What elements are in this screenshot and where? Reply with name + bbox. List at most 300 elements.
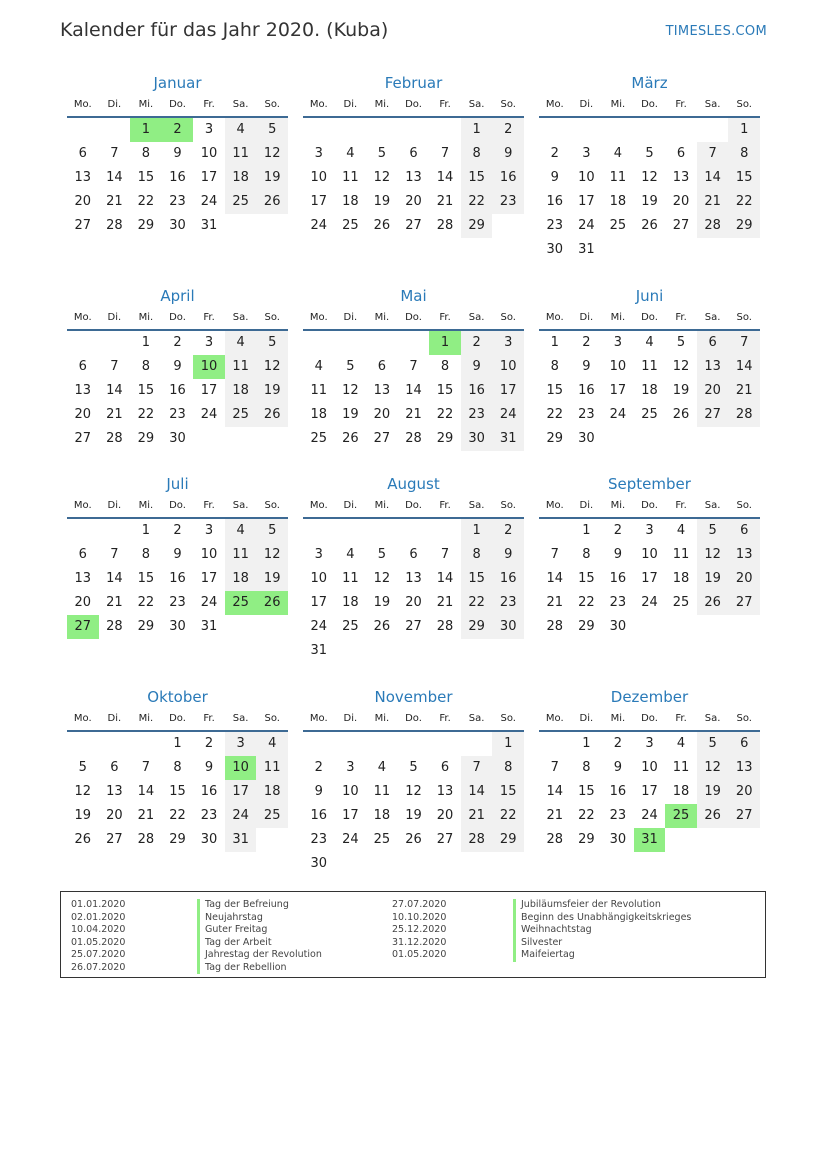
day-cell: 31 <box>492 427 524 451</box>
day-cell: 8 <box>440 359 450 374</box>
empty-day-cell <box>429 118 461 142</box>
day-cell: 22 <box>578 595 595 610</box>
day-cell: 22 <box>492 804 524 828</box>
day-cell: 8 <box>141 359 151 374</box>
weekday-label: Fr. <box>439 500 451 511</box>
day-cell: 28 <box>461 828 493 852</box>
day-cell: 20 <box>728 567 760 591</box>
day-cell: 3 <box>314 146 323 161</box>
day-cell: 10 <box>641 760 658 775</box>
day-cell: 7 <box>550 547 559 562</box>
day-cell: 28 <box>436 218 454 233</box>
day-cell: 2 <box>173 523 182 538</box>
day-cell: 15 <box>137 571 155 586</box>
day-cell: 26 <box>342 431 359 446</box>
day-cell: 29 <box>546 431 564 446</box>
day-grid <box>303 732 524 876</box>
day-cell: 18 <box>609 194 627 209</box>
day-cell: 7 <box>461 756 493 780</box>
weekday-header <box>539 94 760 118</box>
legend-holiday-name: Tag der Arbeit <box>197 937 322 950</box>
empty-day-cell <box>67 118 99 142</box>
empty-day-cell <box>398 118 430 142</box>
weekday-label: So. <box>264 99 280 110</box>
day-cell: 9 <box>173 146 182 161</box>
day-cell: 6 <box>728 732 760 756</box>
empty-day-cell <box>303 118 335 142</box>
month-block <box>67 686 288 852</box>
day-cell: 3 <box>225 732 257 756</box>
day-cell: 12 <box>697 756 729 780</box>
legend-holiday-name: Jubiläumsfeier der Revolution <box>513 899 691 912</box>
empty-day-cell <box>99 118 131 142</box>
day-cell: 8 <box>461 543 493 567</box>
month-name: Februar <box>384 74 443 92</box>
day-cell: 4 <box>645 335 654 350</box>
day-cell: 18 <box>342 595 359 610</box>
day-cell: 23 <box>492 190 524 214</box>
day-cell: 19 <box>641 194 658 209</box>
weekday-label: Do. <box>169 500 186 511</box>
weekday-label: Do. <box>641 500 658 511</box>
day-cell: 1 <box>728 118 760 142</box>
weekday-label: Do. <box>405 713 422 724</box>
day-cell: 12 <box>405 784 422 799</box>
empty-day-cell <box>335 732 367 756</box>
day-cell: 2 <box>550 146 559 161</box>
day-cell: 7 <box>110 547 119 562</box>
day-cell: 18 <box>225 166 257 190</box>
day-cell: 15 <box>728 166 760 190</box>
day-cell: 17 <box>310 194 328 209</box>
day-cell: 4 <box>225 519 257 543</box>
legend-date: 27.07.2020 <box>392 899 447 910</box>
day-cell: 21 <box>436 595 454 610</box>
day-cell: 20 <box>697 379 729 403</box>
day-cell: 1 <box>173 736 182 751</box>
day-cell: 1 <box>141 335 151 350</box>
day-cell: 17 <box>310 595 328 610</box>
day-cell: 22 <box>137 407 155 422</box>
holiday-day-cell: 10 <box>225 756 257 780</box>
day-cell: 3 <box>582 146 591 161</box>
legend-holiday-name: Neujahrstag <box>197 912 322 925</box>
weekday-label: So. <box>500 312 516 323</box>
day-cell: 23 <box>461 403 493 427</box>
weekday-label: Di. <box>343 99 358 110</box>
day-cell: 30 <box>169 431 186 446</box>
day-cell: 28 <box>728 403 760 427</box>
day-cell: 28 <box>436 619 454 634</box>
day-cell: 5 <box>409 760 418 775</box>
weekday-label: Di. <box>579 312 594 323</box>
weekday-label: Sa. <box>704 500 721 511</box>
day-cell: 13 <box>74 571 92 586</box>
day-cell: 24 <box>578 218 595 233</box>
day-cell: 11 <box>342 170 359 185</box>
day-cell: 10 <box>310 571 328 586</box>
day-cell: 7 <box>440 547 450 562</box>
empty-day-cell <box>398 331 430 355</box>
day-cell: 9 <box>613 547 623 562</box>
month-name: Oktober <box>147 688 208 706</box>
weekday-header <box>303 307 524 331</box>
day-cell: 29 <box>492 828 524 852</box>
day-cell: 6 <box>440 760 450 775</box>
day-cell: 9 <box>314 784 323 799</box>
empty-day-cell <box>429 732 461 756</box>
weekday-label: Mo. <box>309 99 328 110</box>
day-cell: 21 <box>546 808 564 823</box>
empty-day-cell <box>602 118 634 142</box>
legend-date: 25.12.2020 <box>392 924 447 935</box>
day-cell: 29 <box>461 615 493 639</box>
day-grid <box>67 118 288 238</box>
day-cell: 16 <box>169 383 186 398</box>
brand-logo[interactable]: TIMESLES.COM <box>665 24 767 39</box>
day-cell: 8 <box>550 359 559 374</box>
empty-day-cell <box>697 118 729 142</box>
day-cell: 22 <box>461 190 493 214</box>
holiday-legend <box>60 891 766 978</box>
weekday-label: Di. <box>107 312 122 323</box>
day-cell: 26 <box>74 832 92 847</box>
day-cell: 15 <box>436 383 454 398</box>
day-cell: 3 <box>613 335 623 350</box>
day-cell: 23 <box>609 595 627 610</box>
legend-holiday-name: Maifeiertag <box>513 949 691 962</box>
day-cell: 16 <box>578 383 595 398</box>
day-cell: 30 <box>546 242 564 257</box>
month-name: März <box>631 74 668 92</box>
day-cell: 1 <box>582 736 591 751</box>
weekday-label: So. <box>736 312 752 323</box>
day-cell: 12 <box>256 355 288 379</box>
day-cell: 12 <box>697 543 729 567</box>
weekday-label: Sa. <box>232 312 249 323</box>
weekday-label: Sa. <box>704 99 721 110</box>
day-cell: 21 <box>436 194 454 209</box>
day-cell: 13 <box>697 355 729 379</box>
day-cell: 21 <box>106 595 123 610</box>
day-cell: 14 <box>106 571 123 586</box>
day-cell: 6 <box>110 760 119 775</box>
holiday-day-cell: 1 <box>429 331 461 355</box>
day-cell: 19 <box>373 595 391 610</box>
day-cell: 28 <box>137 832 155 847</box>
page-title: Kalender für das Jahr 2020. (Kuba) <box>60 19 389 41</box>
empty-day-cell <box>335 519 367 543</box>
weekday-label: Sa. <box>232 713 249 724</box>
weekday-label: So. <box>736 99 752 110</box>
day-cell: 8 <box>728 142 760 166</box>
weekday-label: So. <box>500 99 516 110</box>
day-cell: 21 <box>728 379 760 403</box>
day-cell: 21 <box>461 804 493 828</box>
day-cell: 16 <box>461 379 493 403</box>
day-cell: 30 <box>169 218 186 233</box>
day-cell: 27 <box>697 403 729 427</box>
day-cell: 7 <box>728 331 760 355</box>
day-cell: 3 <box>492 331 524 355</box>
month-block <box>303 72 524 238</box>
weekday-header <box>303 94 524 118</box>
day-cell: 26 <box>697 591 729 615</box>
day-cell: 19 <box>405 808 422 823</box>
day-cell: 7 <box>110 146 119 161</box>
day-cell: 3 <box>204 523 214 538</box>
month-block <box>303 473 524 663</box>
day-cell: 5 <box>377 146 387 161</box>
day-cell: 16 <box>169 571 186 586</box>
day-cell: 27 <box>405 619 422 634</box>
day-cell: 10 <box>609 359 627 374</box>
day-cell: 23 <box>310 832 328 847</box>
day-cell: 11 <box>225 355 257 379</box>
empty-day-cell <box>99 732 131 756</box>
day-cell: 14 <box>106 170 123 185</box>
day-grid <box>67 732 288 852</box>
day-cell: 30 <box>609 832 627 847</box>
day-cell: 17 <box>200 170 218 185</box>
day-cell: 11 <box>672 547 690 562</box>
day-cell: 17 <box>200 571 218 586</box>
weekday-label: Mi. <box>138 99 154 110</box>
month-name: Juni <box>635 287 664 305</box>
day-cell: 20 <box>436 808 454 823</box>
day-cell: 30 <box>169 619 186 634</box>
day-cell: 30 <box>578 431 595 446</box>
empty-day-cell <box>539 732 571 756</box>
day-cell: 11 <box>672 760 690 775</box>
day-cell: 7 <box>697 142 729 166</box>
holiday-day-cell: 10 <box>193 355 225 379</box>
day-cell: 28 <box>546 832 564 847</box>
day-cell: 11 <box>373 784 391 799</box>
legend-holiday-name: Tag der Befreiung <box>197 899 322 912</box>
day-cell: 10 <box>200 146 218 161</box>
day-cell: 10 <box>641 547 658 562</box>
legend-date: 01.05.2020 <box>71 936 126 948</box>
weekday-label: Fr. <box>675 713 687 724</box>
day-cell: 17 <box>609 383 627 398</box>
day-grid <box>67 519 288 639</box>
day-cell: 8 <box>141 547 151 562</box>
day-grid <box>539 118 760 262</box>
day-cell: 27 <box>106 832 123 847</box>
day-cell: 18 <box>225 379 257 403</box>
day-cell: 13 <box>373 383 391 398</box>
day-cell: 25 <box>672 595 690 610</box>
day-cell: 16 <box>609 571 627 586</box>
weekday-label: Do. <box>641 99 658 110</box>
day-cell: 16 <box>609 784 627 799</box>
weekday-label: Fr. <box>675 99 687 110</box>
day-cell: 6 <box>697 331 729 355</box>
day-cell: 20 <box>405 194 422 209</box>
weekday-header <box>67 307 288 331</box>
weekday-header <box>303 708 524 732</box>
day-cell: 2 <box>461 331 493 355</box>
day-cell: 24 <box>225 804 257 828</box>
day-grid <box>303 519 524 663</box>
day-cell: 31 <box>200 218 218 233</box>
day-cell: 26 <box>373 619 391 634</box>
holiday-day-cell: 2 <box>162 118 194 142</box>
day-cell: 18 <box>225 567 257 591</box>
day-cell: 9 <box>173 547 182 562</box>
day-cell: 22 <box>728 190 760 214</box>
day-cell: 22 <box>578 808 595 823</box>
day-cell: 13 <box>672 170 690 185</box>
day-cell: 15 <box>578 571 595 586</box>
day-cell: 15 <box>169 784 186 799</box>
weekday-label: Mo. <box>545 500 564 511</box>
day-cell: 18 <box>672 784 690 799</box>
month-block <box>303 686 524 876</box>
day-grid <box>539 331 760 451</box>
day-cell: 7 <box>440 146 450 161</box>
weekday-header <box>303 495 524 519</box>
month-block <box>67 473 288 639</box>
day-cell: 5 <box>697 519 729 543</box>
day-grid <box>303 331 524 451</box>
day-cell: 15 <box>137 170 155 185</box>
day-cell: 29 <box>137 619 155 634</box>
weekday-label: Mo. <box>545 99 564 110</box>
day-cell: 15 <box>492 780 524 804</box>
month-name: September <box>608 475 691 493</box>
empty-day-cell <box>634 118 666 142</box>
day-cell: 11 <box>256 756 288 780</box>
day-cell: 29 <box>578 619 595 634</box>
weekday-label: Sa. <box>704 713 721 724</box>
month-block <box>67 72 288 238</box>
weekday-header <box>539 495 760 519</box>
weekday-label: Mo. <box>309 312 328 323</box>
weekday-header <box>67 495 288 519</box>
day-cell: 21 <box>106 194 123 209</box>
holiday-day-cell: 31 <box>634 828 666 852</box>
legend-date: 26.07.2020 <box>71 961 126 973</box>
empty-day-cell <box>335 331 367 355</box>
weekday-label: Do. <box>641 312 658 323</box>
day-cell: 5 <box>697 732 729 756</box>
day-cell: 21 <box>546 595 564 610</box>
day-cell: 17 <box>641 784 658 799</box>
day-cell: 19 <box>697 780 729 804</box>
day-cell: 2 <box>314 760 323 775</box>
day-cell: 18 <box>256 780 288 804</box>
day-cell: 14 <box>137 784 155 799</box>
day-cell: 9 <box>492 142 524 166</box>
day-grid <box>303 118 524 238</box>
day-cell: 24 <box>200 194 218 209</box>
day-cell: 2 <box>582 335 591 350</box>
empty-day-cell <box>539 118 571 142</box>
day-cell: 26 <box>405 832 422 847</box>
weekday-label: Do. <box>169 713 186 724</box>
weekday-label: Sa. <box>468 713 485 724</box>
day-cell: 13 <box>74 383 92 398</box>
day-cell: 15 <box>461 166 493 190</box>
weekday-header <box>67 94 288 118</box>
day-cell: 27 <box>74 431 92 446</box>
day-grid <box>67 331 288 451</box>
day-cell: 5 <box>377 547 387 562</box>
legend-date: 01.05.2020 <box>392 949 447 960</box>
day-cell: 28 <box>546 619 564 634</box>
day-cell: 15 <box>546 383 564 398</box>
month-name: Juli <box>166 475 189 493</box>
day-cell: 4 <box>346 146 355 161</box>
weekday-label: So. <box>736 713 752 724</box>
day-cell: 19 <box>342 407 359 422</box>
day-cell: 13 <box>436 784 454 799</box>
day-cell: 2 <box>613 523 623 538</box>
day-cell: 14 <box>461 780 493 804</box>
empty-day-cell <box>130 732 162 756</box>
day-cell: 6 <box>377 359 387 374</box>
day-cell: 13 <box>405 170 422 185</box>
day-cell: 8 <box>141 146 151 161</box>
weekday-label: Di. <box>343 500 358 511</box>
day-cell: 13 <box>74 170 92 185</box>
holiday-day-cell: 27 <box>67 615 99 639</box>
day-cell: 19 <box>256 379 288 403</box>
day-cell: 1 <box>141 523 151 538</box>
weekday-label: Sa. <box>232 99 249 110</box>
day-cell: 4 <box>676 736 686 751</box>
weekday-label: Mo. <box>309 500 328 511</box>
day-cell: 16 <box>200 784 218 799</box>
weekday-label: So. <box>736 500 752 511</box>
weekday-label: Do. <box>405 500 422 511</box>
day-cell: 11 <box>609 170 627 185</box>
legend-names-col-1 <box>197 899 322 974</box>
empty-day-cell <box>67 519 99 543</box>
day-cell: 8 <box>582 547 591 562</box>
day-cell: 23 <box>169 194 186 209</box>
day-cell: 25 <box>225 403 257 427</box>
month-block <box>303 285 524 451</box>
holiday-day-cell: 26 <box>256 591 288 615</box>
day-cell: 30 <box>200 832 218 847</box>
day-cell: 16 <box>310 808 328 823</box>
day-cell: 17 <box>342 808 359 823</box>
day-cell: 3 <box>346 760 355 775</box>
legend-dates-col-2 <box>392 899 446 962</box>
day-cell: 25 <box>373 832 391 847</box>
day-cell: 5 <box>256 519 288 543</box>
empty-day-cell <box>398 732 430 756</box>
legend-holiday-name: Guter Freitag <box>197 924 322 937</box>
weekday-header <box>539 708 760 732</box>
day-cell: 6 <box>78 547 87 562</box>
weekday-label: Sa. <box>704 312 721 323</box>
month-block <box>539 686 760 852</box>
month-name: November <box>374 688 453 706</box>
day-cell: 8 <box>582 760 591 775</box>
empty-day-cell <box>335 118 367 142</box>
day-cell: 24 <box>641 808 658 823</box>
day-cell: 9 <box>492 543 524 567</box>
holiday-day-cell: 25 <box>665 804 697 828</box>
day-cell: 19 <box>373 194 391 209</box>
day-cell: 3 <box>314 547 323 562</box>
day-cell: 9 <box>173 359 182 374</box>
day-cell: 29 <box>137 218 155 233</box>
